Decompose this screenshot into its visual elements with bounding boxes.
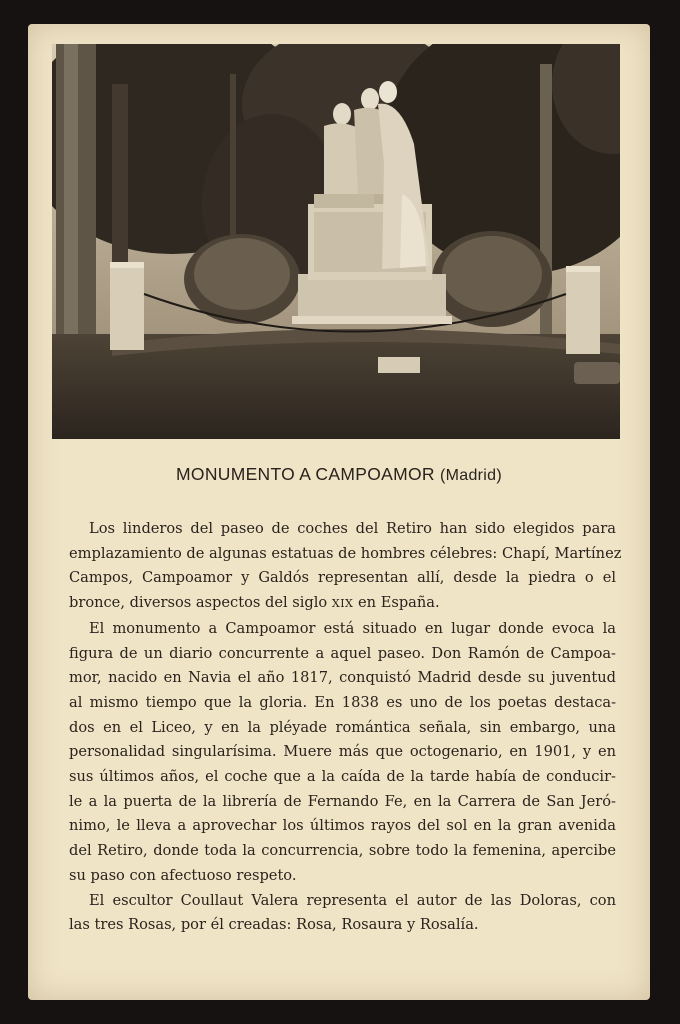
- text-line: El escultor Coullaut Valera representa el autor de las Doloras, con: [89, 891, 616, 909]
- text-line: su paso con afectuoso respeto.: [69, 866, 297, 884]
- description-text: [69, 517, 622, 938]
- caption-place: (Madrid): [439, 467, 502, 484]
- text-line: figura de un diario concurrente a aquel paseo. Don Ramón de Campoa-: [69, 644, 616, 662]
- text-line: nimo, le lleva a aprovechar los últimos rayos del sol en la gran avenida: [69, 817, 616, 835]
- postcard: [28, 24, 650, 1000]
- text-line: del Retiro, donde toda la concurrencia, sobre todo la femenina, apercibe: [69, 842, 616, 860]
- caption: [28, 464, 650, 485]
- text-line: Los linderos del paseo de coches del Retiro han sido elegidos para: [89, 520, 616, 537]
- text-line: sus últimos años, el coche que a la caída de la tarde había de conducir-: [69, 768, 616, 786]
- paragraph: [69, 617, 616, 889]
- text-line: las tres Rosas, por él creadas: Rosa, Rosaura y Rosalía.: [69, 916, 479, 934]
- text-line: mor, nacido en Navia el año 1817, conquistó Madrid desde su juventud: [69, 669, 616, 687]
- paragraph: [69, 889, 616, 938]
- paragraph: [69, 517, 622, 617]
- text-line: emplazamiento de algunas estatuas de hombres célebres: Chapí, Martínez: [69, 544, 622, 562]
- text-line: bronce, diversos aspectos del siglo XIX en España.: [69, 594, 440, 612]
- text-line: dos en el Liceo, y en la pléyade romántica señala, sin embargo, una: [69, 718, 616, 736]
- text-line: Campos, Campoamor y Galdós representan allí, desde la piedra o el: [69, 569, 616, 587]
- text-line: al mismo tiempo que la gloria. En 1838 es uno de los poetas destaca-: [69, 693, 616, 711]
- monument-photo: [52, 44, 620, 439]
- text-line: personalidad singularísima. Muere más que octogenario, en 1901, y en: [69, 743, 616, 761]
- text-line: le a la puerta de la librería de Fernando Fe, en la Carrera de San Jeró-: [69, 792, 616, 810]
- caption-title: MONUMENTO A CAMPOAMOR: [176, 464, 435, 484]
- text-line: El monumento a Campoamor está situado en lugar donde evoca la: [89, 619, 616, 637]
